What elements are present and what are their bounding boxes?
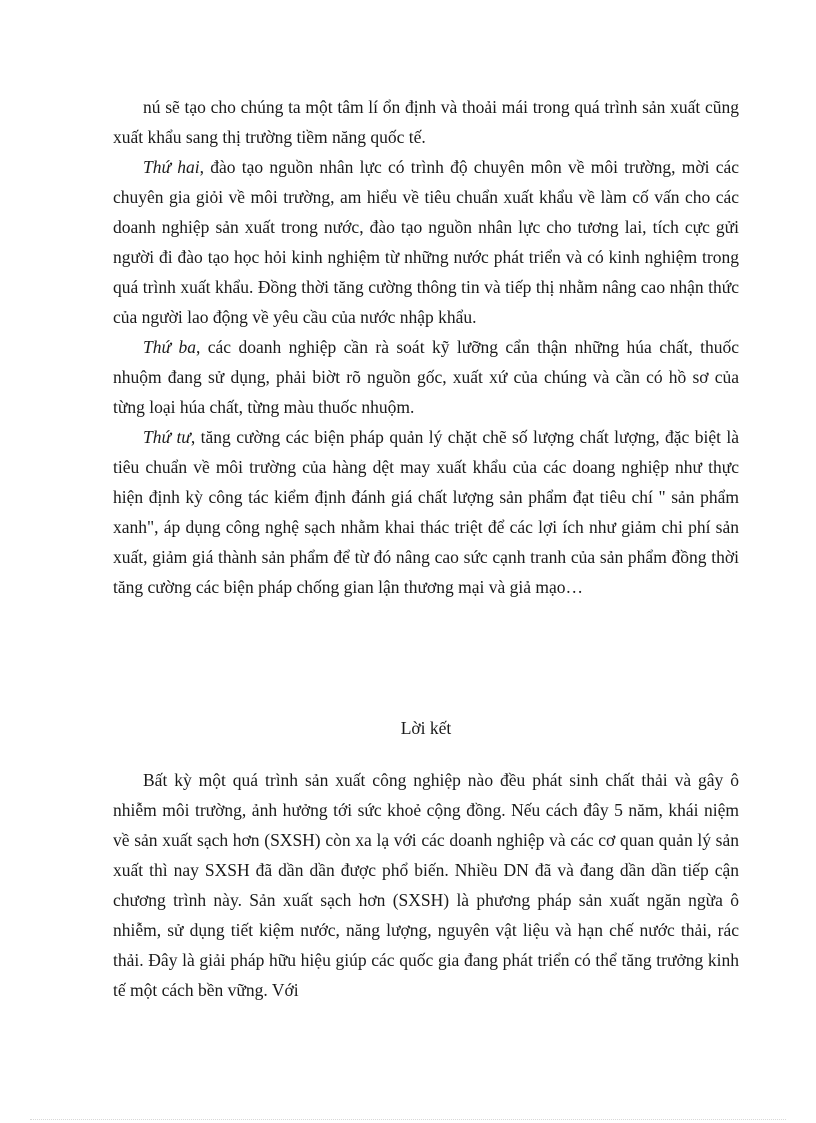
section-heading: Lời kết (400, 718, 452, 738)
paragraph-text: nú sẽ tạo cho chúng ta một tâm lí ổn định và thoải mái trong quá trình sản xuất cũng xuất khẩu sang thị trường tiềm năng quốc tế. (113, 97, 739, 147)
paragraph-thu-hai (113, 152, 739, 332)
paragraph-text: , đào tạo nguồn nhân lực có trình độ chuyên môn về môi trường, mời các chuyên gia giỏi về môi trường, am hiểu về tiêu chuẩn xuất khẩu về làm cố vấn cho các doanh nghiệp sản xuất trong nước, đào tạo nguồn nhân lực cho tương lai, tích cực gửi người đi đào tạo học hỏi kinh nghiệm từ những nước phát triển và có kinh nghiệm trong quá trình xuất khẩu. Đồng thời tăng cường thông tin và tiếp thị nhằm nâng cao nhận thức của người lao động về yêu cầu của nước nhập khẩu. (113, 157, 739, 327)
paragraph-lead: Thứ hai (143, 157, 200, 177)
paragraph-lead: Thứ ba (143, 337, 196, 357)
paragraph-intro (113, 92, 739, 152)
page-bottom-edge (30, 1119, 786, 1120)
paragraph-conclusion (113, 765, 739, 1005)
paragraph-thu-ba (113, 332, 739, 422)
paragraph-thu-tu (113, 422, 739, 602)
paragraph-text: , tăng cường các biện pháp quản lý chặt chẽ số lượng chất lượng, đặc biệt là tiêu chuẩn về môi trường của hàng dệt may xuất khẩu của các doang nghiệp như thực hiện định kỳ công tác kiểm định đánh giá chất lượng sản phẩm đạt tiêu chí " sản phẩm xanh", áp dụng công nghệ sạch nhằm khai thác triệt để các lợi ích như giảm chi phí sản xuất, giảm giá thành sản phẩm để từ đó nâng cao sức cạnh tranh của sản phẩm đồng thời tăng cường các biện pháp chống gian lận thương mại và giả mạo… (113, 427, 739, 597)
paragraph-lead: Thứ tư (143, 427, 191, 447)
body-text-top (113, 92, 739, 602)
paragraph-text: Bất kỳ một quá trình sản xuất công nghiệp nào đều phát sinh chất thải và gây ô nhiễm môi trường, ảnh hưởng tới sức khoẻ cộng đồng. Nếu cách đây 5 năm, khái niệm về sản xuất sạch hơn (SXSH) còn xa lạ với các doanh nghiệp và các cơ quan quản lý sản xuất thì nay SXSH đã dần dần được phổ biến. Nhiều DN đã và đang dần dần tiếp cận chương trình này. Sản xuất sạch hơn (SXSH) là phương pháp sản xuất ngăn ngừa ô nhiễm, sử dụng tiết kiệm nước, năng lượng, nguyên vật liệu và hạn chế nước thải, rác thải. Đây là giải pháp hữu hiệu giúp các quốc gia đang phát triển có thể tăng trưởng kinh tế một cách bền vững. Với (113, 770, 739, 1000)
body-text-bottom (113, 765, 739, 1005)
paragraph-text: , các doanh nghiệp cần rà soát kỹ lưỡng cẩn thận những húa chất, thuốc nhuộm đang sử dụng, phải biờt rõ nguồn gốc, xuất xứ của chúng và cần có hồ sơ của từng loại húa chất, từng màu thuốc nhuộm. (113, 337, 740, 417)
